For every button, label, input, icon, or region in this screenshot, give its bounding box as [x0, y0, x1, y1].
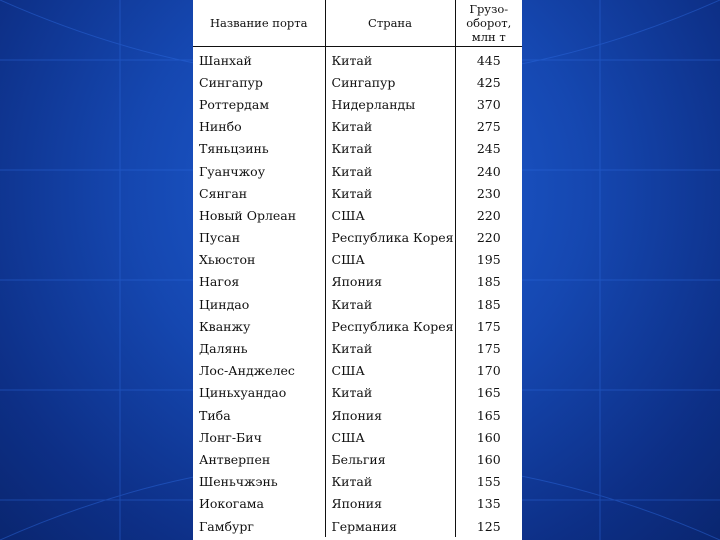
- table-row: [193, 448, 522, 470]
- cell-port: Новый Орлеан: [193, 204, 325, 226]
- cell-country: Китай: [325, 47, 455, 72]
- cell-turnover: 275: [476, 119, 501, 135]
- cell-turnover: 135: [476, 496, 501, 512]
- table-row: [193, 493, 522, 515]
- table-row: [193, 47, 522, 72]
- cell-turnover: 125: [476, 518, 501, 534]
- table-row: [193, 204, 522, 226]
- cell-port: Сингапур: [193, 71, 325, 93]
- cell-turnover: 240: [476, 163, 501, 179]
- cell-port: Циндао: [193, 293, 325, 315]
- cell-turnover: 245: [476, 141, 501, 157]
- table-row: [193, 160, 522, 182]
- cell-turnover: 170: [476, 363, 501, 379]
- table-row: [193, 426, 522, 448]
- header-turnover: Грузо-оборот, млн т: [455, 0, 522, 47]
- cell-country: Япония: [325, 271, 455, 293]
- cell-turnover: 185: [476, 296, 501, 312]
- cell-country: США: [325, 204, 455, 226]
- cell-turnover: 185: [476, 274, 501, 290]
- cell-port: Гамбург: [193, 515, 325, 537]
- cell-country: Китай: [325, 138, 455, 160]
- cell-country: Китай: [325, 337, 455, 359]
- cell-port: Пусан: [193, 227, 325, 249]
- cell-country: Япония: [325, 493, 455, 515]
- table-row: [193, 249, 522, 271]
- cell-turnover: 155: [476, 474, 501, 490]
- table-header-row: [193, 0, 522, 47]
- cell-port: Сянган: [193, 182, 325, 204]
- cell-port: Лонг-Бич: [193, 426, 325, 448]
- cell-country: Китай: [325, 382, 455, 404]
- cell-country: Нидерланды: [325, 93, 455, 115]
- table-row: [193, 337, 522, 359]
- cell-turnover: 160: [476, 451, 501, 467]
- cell-turnover: 220: [476, 207, 501, 223]
- cell-country: Китай: [325, 182, 455, 204]
- header-country: Страна: [325, 0, 455, 47]
- cell-country: Китай: [325, 116, 455, 138]
- table-row: [193, 93, 522, 115]
- cell-port: Тиба: [193, 404, 325, 426]
- cell-country: Бельгия: [325, 448, 455, 470]
- table-row: [193, 471, 522, 493]
- table-row: [193, 227, 522, 249]
- cell-turnover: 165: [476, 385, 501, 401]
- cell-port: Роттердам: [193, 93, 325, 115]
- cell-port: Тяньцзинь: [193, 138, 325, 160]
- table-row: [193, 182, 522, 204]
- table-body: [193, 47, 522, 538]
- cell-turnover: 370: [476, 96, 501, 112]
- table-row: [193, 71, 522, 93]
- cell-turnover: 175: [476, 341, 501, 357]
- cell-port: Шеньчжэнь: [193, 471, 325, 493]
- table-row: [193, 404, 522, 426]
- cell-turnover: 175: [476, 318, 501, 334]
- cell-turnover: 425: [476, 74, 501, 90]
- table-row: [193, 315, 522, 337]
- cell-country: США: [325, 249, 455, 271]
- cell-turnover: 160: [476, 429, 501, 445]
- table-row: [193, 382, 522, 404]
- cell-country: Республика Корея: [325, 227, 455, 249]
- cell-port: Гуанчжоу: [193, 160, 325, 182]
- ports-table-sheet: [193, 0, 522, 540]
- table-row: [193, 116, 522, 138]
- cell-turnover: 165: [476, 407, 501, 423]
- cell-country: Япония: [325, 404, 455, 426]
- table-row: [193, 515, 522, 537]
- cell-turnover: 195: [476, 252, 501, 268]
- cell-country: Сингапур: [325, 71, 455, 93]
- table-row: [193, 360, 522, 382]
- table-row: [193, 138, 522, 160]
- cell-country: Китай: [325, 471, 455, 493]
- cell-port: Нинбо: [193, 116, 325, 138]
- cell-turnover: 445: [476, 52, 501, 68]
- cell-port: Лос-Анджелес: [193, 360, 325, 382]
- cell-port: Шанхай: [193, 47, 325, 72]
- table-row: [193, 271, 522, 293]
- header-port: Название порта: [193, 0, 325, 47]
- cell-country: США: [325, 426, 455, 448]
- cell-port: Циньхуандао: [193, 382, 325, 404]
- cell-country: Республика Корея: [325, 315, 455, 337]
- cell-port: Нагоя: [193, 271, 325, 293]
- ports-table: [193, 0, 522, 537]
- cell-port: Иокогама: [193, 493, 325, 515]
- cell-turnover: 230: [476, 185, 501, 201]
- cell-country: Китай: [325, 160, 455, 182]
- cell-port: Хьюстон: [193, 249, 325, 271]
- cell-country: США: [325, 360, 455, 382]
- cell-turnover: 220: [476, 230, 501, 246]
- cell-country: Китай: [325, 293, 455, 315]
- cell-port: Кванжу: [193, 315, 325, 337]
- cell-port: Антверпен: [193, 448, 325, 470]
- table-row: [193, 293, 522, 315]
- cell-port: Далянь: [193, 337, 325, 359]
- cell-country: Германия: [325, 515, 455, 537]
